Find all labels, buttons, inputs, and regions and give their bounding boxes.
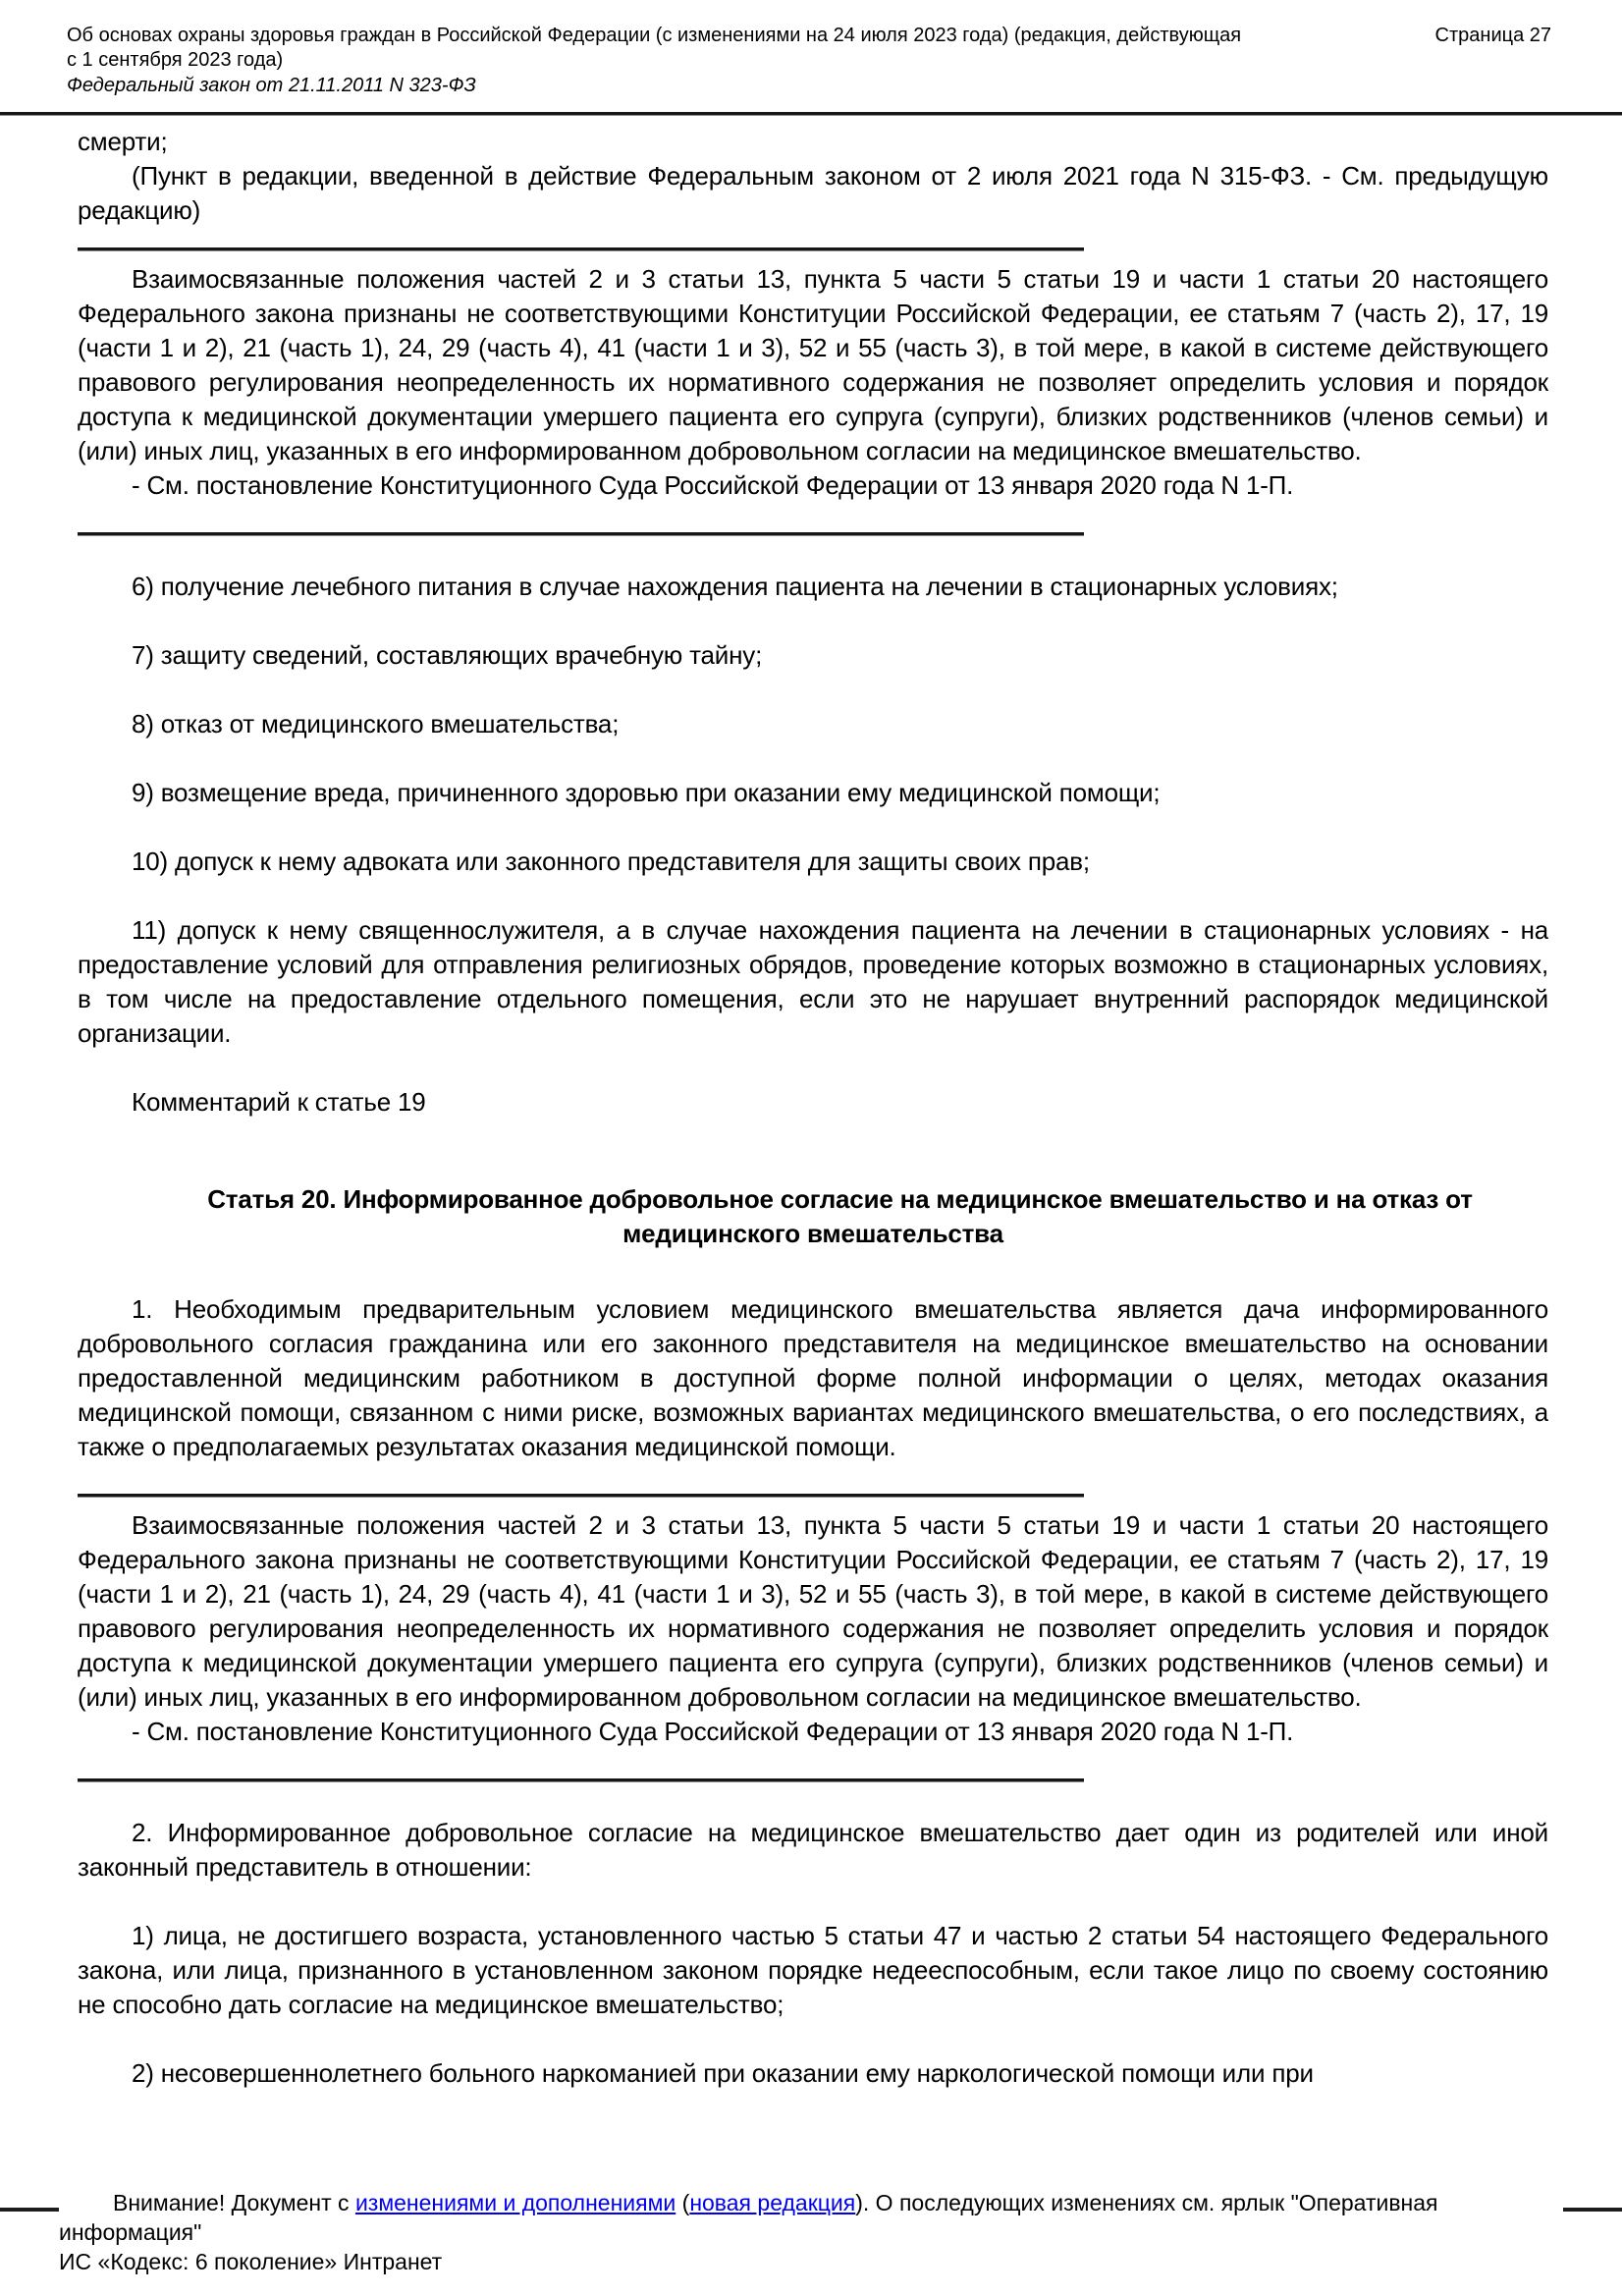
footer-source: ИС «Кодекс: 6 поколение» Интранет xyxy=(59,2249,443,2274)
list-item-10: 10) допуск к нему адвоката или законного представителя для защиты своих прав; xyxy=(132,847,1090,876)
changes-and-additions-link[interactable]: изменениями и дополнениями xyxy=(354,2190,676,2215)
page-number: Страница 27 xyxy=(1434,25,1551,46)
page-header xyxy=(67,24,1551,98)
footer-notice-mid: ( xyxy=(676,2190,690,2215)
document-title-line2: с 1 сентября 2023 года) xyxy=(67,49,284,71)
separator-rule-4 xyxy=(78,1778,1084,1781)
part-2-subitem-2: 2) несовершеннолетнего больного наркоманией при оказании ему наркологической помощи или при xyxy=(132,2058,1314,2088)
article-20-part-1: 1. Необходимым предварительным условием медицинского вмешательства является дача информированного добровольного согласия гражданина или его законного представителя на медицинское вмешательство на основании предоставленной медицинским работником в доступной форме полной информации о целях, методах оказания медицинской помощи, связанном с ними риске, возможных вариантах медицинского вмешательства, о его последствиях, а также о предполагаемых результатах оказания медицинской помощи. xyxy=(78,1294,1548,1461)
constitutional-note-2: Взаимосвязанные положения частей 2 и 3 статьи 13, пункта 5 части 5 статьи 19 и части 1 статьи 20 настоящего Федерального закона признаны не соответствующими Конституции Российской Федерации, ее статьям 7 (часть 2), 17, 19 (части 1 и 2), 21 (часть 1), 24, 29 (часть 4), 41 (части 1 и 3), 52 и 55 (часть 3), в той мере, в какой в системе действующего правового регулирования неопределенность их нормативного содержания не позволяет определить условия и порядок доступа к медицинской документации умершего пациента его супруга (супруги), близких родственников (членов семьи) и (или) иных лиц, указанных в его информированном добровольном согласии на медицинское вмешательство. xyxy=(78,1510,1548,1712)
document-title-line1: Об основах охраны здоровья граждан в Российской Федерации (с изменениями на 24 июля 2023 года) (редакция, действующая xyxy=(67,25,1242,46)
constitutional-note-1: Взаимосвязанные положения частей 2 и 3 статьи 13, пункта 5 части 5 статьи 19 и части 1 статьи 20 настоящего Федерального закона признаны не соответствующими Конституции Российской Федерации, ее статьям 7 (часть 2), 17, 19 (части 1 и 2), 21 (часть 1), 24, 29 (часть 4), 41 (части 1 и 3), 52 и 55 (часть 3), в той мере, в какой в системе действующего правового регулирования неопределенность их нормативного содержания не позволяет определить условия и порядок доступа к медицинской документации умершего пациента его супруга (супруги), близких родственников (членов семьи) и (или) иных лиц, указанных в его информированном добровольном согласии на медицинское вмешательство. xyxy=(78,264,1548,465)
separator-rule-1 xyxy=(78,247,1084,250)
list-item-11: 11) допуск к нему священнослужителя, а в случае нахождения пациента на лечении в стационарных условиях - на предоставление условий для отправления религиозных обрядов, проведение которых возможно в стационарных условиях, в том числе на предоставление отдельного помещения, если это не нарушает внутренний распорядок медицинской организации. xyxy=(78,915,1548,1048)
header-row xyxy=(67,24,1551,73)
list-item-7: 7) защиту сведений, составляющих врачебную тайну; xyxy=(132,640,763,670)
list-item-8: 8) отказ от медицинского вмешательства; xyxy=(132,709,620,738)
footer-notice-prefix: Внимание! Документ с xyxy=(113,2190,355,2215)
header-rule xyxy=(0,112,1622,115)
part-2-subitem-1: 1) лица, не достигшего возраста, установленного частью 5 статьи 47 и частью 2 статьи 54 настоящего Федерального закона, или лица, признанного в установленном законом порядке недееспособным, если такое лицо по своему состоянию не способно дать согласие на медицинское вмешательство; xyxy=(78,1921,1548,2019)
comment-to-article-19: Комментарий к статье 19 xyxy=(132,1087,426,1117)
paragraph-smerti: смерти; xyxy=(78,127,168,156)
list-item-6: 6) получение лечебного питания в случае нахождения пациента на лечении в стационарных условиях; xyxy=(132,572,1338,601)
paragraph-punkt-redakcii: (Пункт в редакции, введенной в действие Федеральным законом от 2 июля 2021 года N 315-ФЗ. - См. предыдущую редакцию) xyxy=(78,161,1548,225)
separator-rule-2 xyxy=(78,532,1084,535)
document-body xyxy=(78,125,1548,2204)
footer-notice-suffix: ). О последующих изменениях см. ярлык "Оперативная информация" xyxy=(59,2190,1438,2245)
document-subtitle: Федеральный закон от 21.11.2011 N 323-ФЗ xyxy=(67,75,476,96)
list-item-9: 9) возмещение вреда, причиненного здоровью при оказании ему медицинской помощи; xyxy=(132,778,1161,807)
see-resolution-note-1: - См. постановление Конституционного Суда Российской Федерации от 13 января 2020 года N 1-П. xyxy=(132,470,1294,500)
see-resolution-note-2: - См. постановление Конституционного Суда Российской Федерации от 13 января 2020 года N 1-П. xyxy=(132,1717,1294,1746)
document-title xyxy=(67,24,1241,73)
page-footer xyxy=(59,2188,1563,2276)
separator-rule-3 xyxy=(78,1494,1084,1497)
new-edition-link[interactable]: новая редакция xyxy=(689,2190,856,2215)
footer-notice xyxy=(59,2188,1563,2247)
article-20-part-2: 2. Информированное добровольное согласие на медицинское вмешательство дает один из родителей или иной законный представитель в отношении: xyxy=(78,1818,1548,1882)
article-20-heading: Статья 20. Информированное добровольное согласие на медицинское вмешательство и на отказ от медицинского вмешательства xyxy=(207,1184,1473,1248)
